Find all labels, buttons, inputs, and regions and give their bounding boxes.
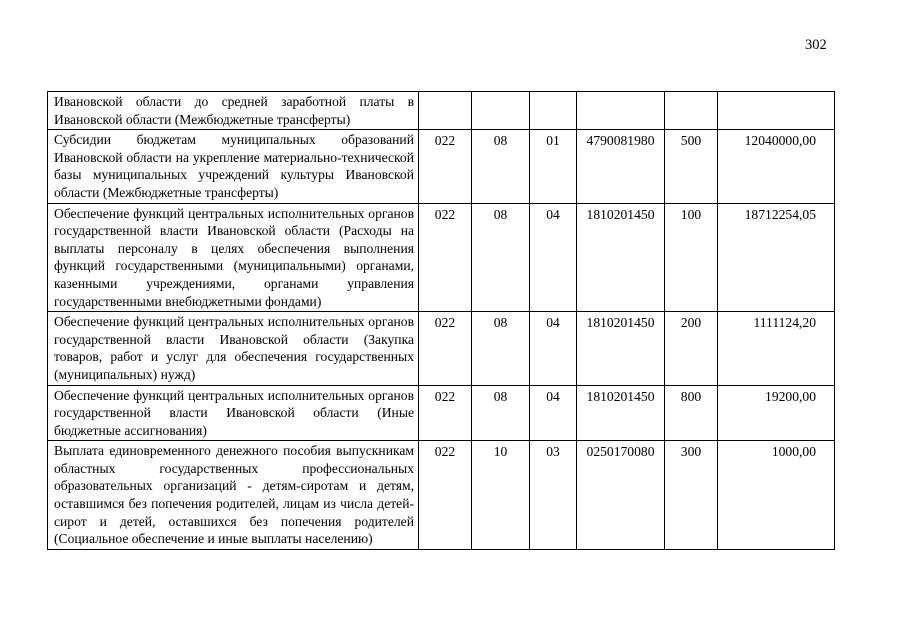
subsection-code: 04 (530, 203, 577, 312)
subsection-code (530, 92, 577, 130)
table-row (48, 312, 835, 385)
row-description: Обеспечение функций центральных исполнительных органов государственной власти Ивановской области (Закупка товаров, работ и услуг для обеспечения государственных (муниципальных) нужд) (48, 312, 419, 385)
ministry-code: 022 (419, 130, 472, 203)
expense-type-code: 500 (665, 130, 718, 203)
target-code: 4790081980 (577, 130, 665, 203)
expense-type-code (665, 92, 718, 130)
subsection-code: 01 (530, 130, 577, 203)
target-code: 1810201450 (577, 385, 665, 441)
section-code: 10 (472, 441, 530, 550)
subsection-code: 04 (530, 312, 577, 385)
ministry-code: 022 (419, 203, 472, 312)
table-row (48, 130, 835, 203)
budget-table (47, 91, 835, 550)
amount: 1000,00 (718, 441, 835, 550)
table-row (48, 385, 835, 441)
target-code: 0250170080 (577, 441, 665, 550)
table-row (48, 92, 835, 130)
row-description: Обеспечение функций центральных исполнительных органов государственной власти Ивановской области (Расходы на выплаты персоналу в целях обеспечения выполнения функций государственными (муниципальными) органами, казенными учреждениями, органами управления государственными внебюджетными фондами) (48, 203, 419, 312)
amount: 18712254,05 (718, 203, 835, 312)
amount (718, 92, 835, 130)
table-row (48, 441, 835, 550)
section-code: 08 (472, 203, 530, 312)
section-code: 08 (472, 130, 530, 203)
row-description: Обеспечение функций центральных исполнительных органов государственной власти Ивановской области (Иные бюджетные ассигнования) (48, 385, 419, 441)
expense-type-code: 300 (665, 441, 718, 550)
expense-type-code: 100 (665, 203, 718, 312)
subsection-code: 04 (530, 385, 577, 441)
table-row (48, 203, 835, 312)
row-description: Субсидии бюджетам муниципальных образований Ивановской области на укрепление материально-технической базы муниципальных учреждений культуры Ивановской области (Межбюджетные трансферты) (48, 130, 419, 203)
amount: 19200,00 (718, 385, 835, 441)
expense-type-code: 800 (665, 385, 718, 441)
subsection-code: 03 (530, 441, 577, 550)
target-code (577, 92, 665, 130)
expense-type-code: 200 (665, 312, 718, 385)
amount: 12040000,00 (718, 130, 835, 203)
page-number: 302 (805, 37, 827, 53)
section-code: 08 (472, 312, 530, 385)
row-description: Выплата единовременного денежного пособия выпускникам областных государственных профессиональных образовательных организаций - детям-сиротам и детям, оставшимся без попечения родителей, лицам из числа детей-сирот и детей, оставшихся без попечения родителей (Социальное обеспечение и иные выплаты населению) (48, 441, 419, 550)
ministry-code: 022 (419, 312, 472, 385)
ministry-code (419, 92, 472, 130)
section-code (472, 92, 530, 130)
row-description: Ивановской области до средней заработной платы в Ивановской области (Межбюджетные трансферты) (48, 92, 419, 130)
ministry-code: 022 (419, 441, 472, 550)
amount: 1111124,20 (718, 312, 835, 385)
ministry-code: 022 (419, 385, 472, 441)
target-code: 1810201450 (577, 312, 665, 385)
section-code: 08 (472, 385, 530, 441)
target-code: 1810201450 (577, 203, 665, 312)
